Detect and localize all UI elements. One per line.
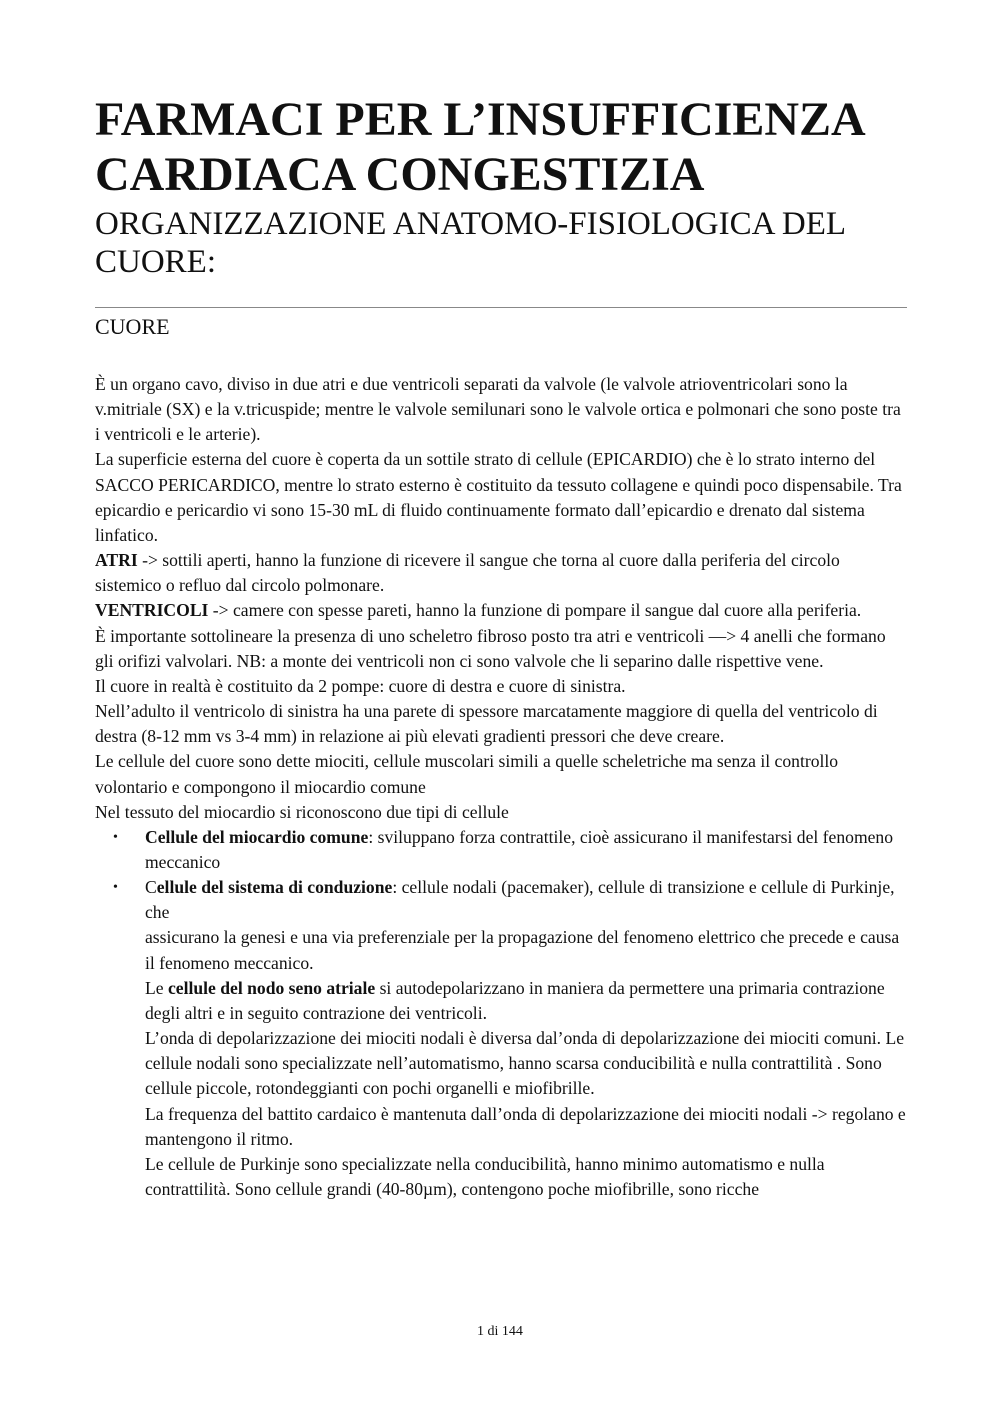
section-heading: CUORE <box>95 314 170 339</box>
term-ventricoli: VENTRICOLI <box>95 600 209 621</box>
list-item-lead: C <box>145 877 157 898</box>
paragraph: È un organo cavo, diviso in due atri e due ventricoli separati da valvole (le valvole atrioventricolari sono la v.mitriale (SX) e la v.tricuspide; mentre le valvole semilunari sono le valvole ortica e polmonari che sono poste tra i ventricoli e le arterie). <box>95 374 901 445</box>
paragraph: Il cuore in realtà è costituito da 2 pompe: cuore di destra e cuore di sinistra. <box>95 675 626 696</box>
paragraph: È importante sottolineare la presenza di uno scheletro fibroso posto tra atri e ventricoli —> 4 anelli che formano gli orifizi valvolari. NB: a monte dei ventricoli non ci sono valvole che li separino dalle rispettive vene. <box>95 625 886 671</box>
list-item-rest: : cellule nodali (pacemaker), cellule di transizione e cellule di Purkinje, che <box>145 877 895 923</box>
document-page <box>95 92 907 1202</box>
paragraph-text: -> sottili aperti, hanno la funzione di ricevere il sangue che torna al cuore dalla periferia del circolo sistemico o refluo dal circolo polmonare. <box>95 550 840 596</box>
paragraph <box>95 598 907 623</box>
list-item-text <box>145 825 907 875</box>
list-item-rest: : sviluppano forza contrattile, cioè assicurano il manifestarsi del fenomeno meccanico <box>145 826 894 872</box>
list-item-continuation: L’onda di depolarizzazione dei miociti nodali è diversa dal’onda di depolarizzazione dei miociti comuni. Le cellule nodali sono specializzate nell’automatismo, hanno scarsa conducibilità e nulla contrattilità . Sono cellule piccole, rotondeggianti con pochi organelli e miofibrille. <box>145 1028 905 1099</box>
list-item-text <box>145 875 907 925</box>
paragraph <box>95 548 907 598</box>
term-sistema-conduzione: ellule del sistema di conduzione <box>156 877 393 898</box>
page-number: 1 di 144 <box>477 1324 523 1339</box>
paragraph: La superficie esterna del cuore è coperta da un sottile strato di cellule (EPICARDIO) che è lo strato interno del SACCO PERICARDICO, mentre lo strato esterno è costituito da tessuto collagene e quindi poco dispensabile. Tra epicardio e pericardio vi sono 15-30 mL di fluido continuamente formato dall’epicardio e drenato dal sistema linfatico. <box>95 449 902 545</box>
body-text <box>95 372 907 1202</box>
continuation-pre: Le <box>145 977 168 998</box>
paragraph: Nel tessuto del miocardio si riconoscono due tipi di cellule <box>95 801 509 822</box>
paragraph: Le cellule del cuore sono dette miociti, cellule muscolari simili a quelle scheletriche ma senza il controllo volontario e compongono il miocardio comune <box>95 751 839 797</box>
list-item-continuation: La frequenza del battito cardaico è mantenuta dall’onda di depolarizzazione dei miociti nodali -> regolano e mantengono il ritmo. <box>145 1103 906 1149</box>
list-item-continuation: Le cellule de Purkinje sono specializzate nella conducibilità, hanno minimo automatismo e nulla contrattilità. Sono cellule grandi (40-80µm), contengono poche miofibrille, sono ricche <box>145 1153 825 1199</box>
term-atri: ATRI <box>95 550 138 571</box>
term-miocardio-comune: Cellule del miocardio comune <box>145 826 369 847</box>
divider <box>95 307 907 308</box>
term-nodo-seno-atriale: cellule del nodo seno atriale <box>167 977 376 998</box>
bullet-icon: • <box>113 829 118 845</box>
document-subtitle: ORGANIZZAZIONE ANATOMO-FISIOLOGICA DEL CUORE: <box>95 206 845 280</box>
list-item <box>95 875 907 1202</box>
continuation-rest: si autodepolarizzano in maniera da permettere una primaria contrazione degli altri e in seguito contrazione dei ventricoli. <box>145 977 885 1023</box>
bullet-icon: • <box>113 880 118 896</box>
paragraph-text: -> camere con spesse pareti, hanno la funzione di pompare il sangue dal cuore alla periferia. <box>208 600 862 621</box>
paragraph: Nell’adulto il ventricolo di sinistra ha una parete di spessore marcatamente maggiore di quella del ventricolo di destra (8-12 mm vs 3-4 mm) in relazione ai più elevati gradienti pressori che deve creare. <box>95 701 878 747</box>
list-item-continuation: assicurano la genesi e una via preferenziale per la propagazione del fenomeno elettrico che precede e causa il fenomeno meccanico. <box>145 927 900 973</box>
list-item-continuation <box>145 976 907 1026</box>
document-title: FARMACI PER L’INSUFFICIENZA CARDIACA CONGESTIZIA <box>95 93 864 201</box>
list-item <box>95 825 907 875</box>
